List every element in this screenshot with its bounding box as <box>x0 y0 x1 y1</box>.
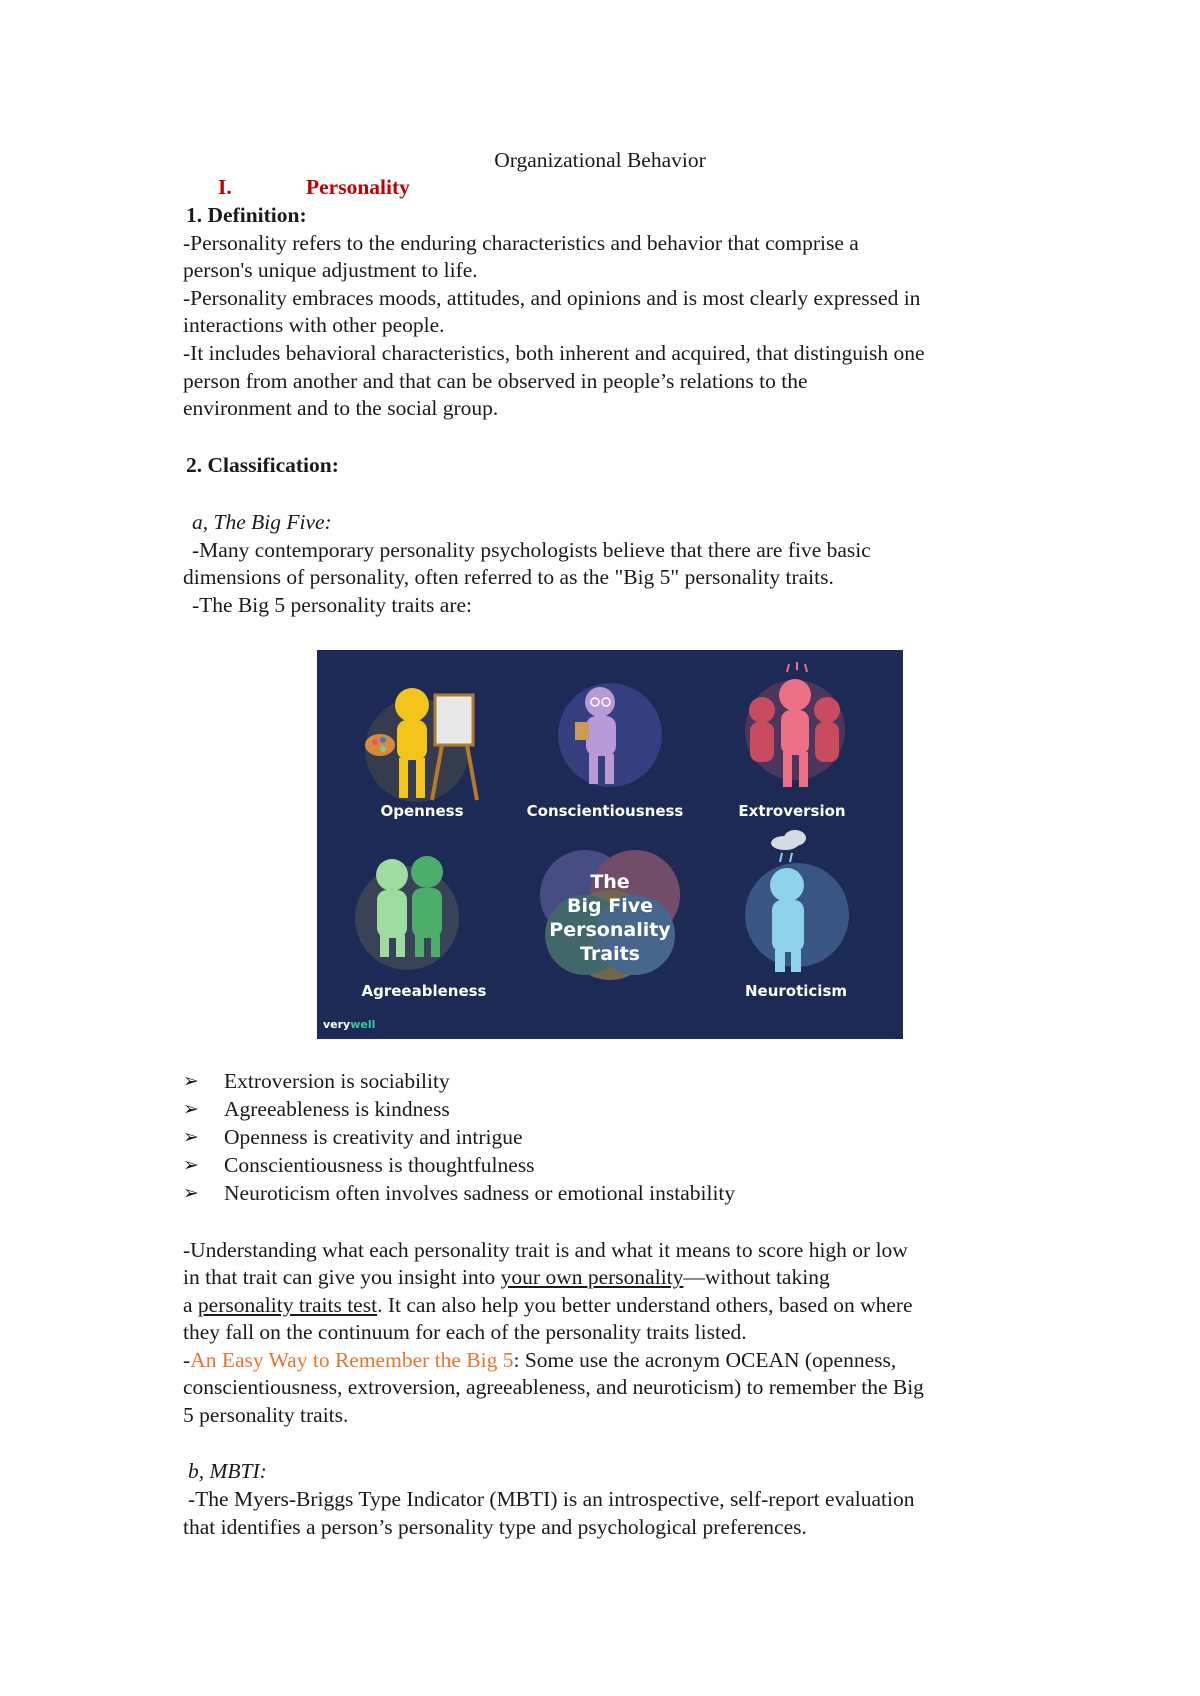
mbti-heading: b, MBTI: <box>188 1459 267 1483</box>
ocean-line: conscientiousness, extroversion, agreeableness, and neuroticism) to remember the Big <box>183 1375 924 1399</box>
paragraph-line: -Understanding what each personality trait is and what it means to score high or low <box>183 1238 908 1262</box>
logo-part: well <box>350 1018 376 1031</box>
arrow-bullet-icon: ➢ <box>183 1126 199 1148</box>
ocean-line: 5 personality traits. <box>183 1403 349 1427</box>
infographic-artwork <box>317 650 903 1039</box>
bullet-item: Neuroticism often involves sadness or emotional instability <box>224 1181 736 1205</box>
trait-label: Extroversion <box>738 802 846 820</box>
verywell-logo <box>323 1018 375 1031</box>
center-title-line: The <box>590 871 630 893</box>
text-span: a <box>183 1293 198 1317</box>
arrow-bullet-icon: ➢ <box>183 1182 199 1204</box>
text-span: : Some use the acronym OCEAN (openness, <box>513 1348 897 1372</box>
ocean-line <box>183 1346 896 1374</box>
section-title: Personality <box>306 175 410 199</box>
classification-heading: 2. Classification: <box>186 453 339 477</box>
definition-line: interactions with other people. <box>183 313 445 337</box>
definition-heading: 1. Definition: <box>186 203 307 227</box>
big-five-line: dimensions of personality, often referred to as the "Big 5" personality traits. <box>183 565 834 589</box>
your-own-personality-link[interactable]: your own personality <box>500 1265 684 1289</box>
definition-line: person from another and that can be observed in people’s relations to the <box>183 369 808 393</box>
text-span: - <box>183 1348 191 1372</box>
trait-label: Conscientiousness <box>526 802 684 820</box>
paragraph-line <box>183 1263 830 1291</box>
arrow-bullet-icon: ➢ <box>183 1070 199 1092</box>
mbti-line: that identifies a person’s personality type and psychological preferences. <box>183 1515 807 1539</box>
definition-line: -Personality embraces moods, attitudes, and opinions and is most clearly expressed in <box>183 286 921 310</box>
definition-line: person's unique adjustment to life. <box>183 258 478 282</box>
center-title-line: Personality <box>549 919 671 941</box>
ocean-highlight: An Easy Way to Remember the Big 5 <box>190 1348 514 1372</box>
big-five-line: -Many contemporary personality psychologists believe that there are five basic <box>192 538 871 562</box>
paragraph-line <box>183 1291 913 1319</box>
mbti-line: -The Myers-Briggs Type Indicator (MBTI) is an introspective, self-report evaluation <box>188 1487 915 1511</box>
trait-label: Agreeableness <box>361 982 487 1000</box>
text-span: . It can also help you better understand others, based on where <box>377 1293 913 1317</box>
logo-part: very <box>323 1018 351 1031</box>
definition-line: environment and to the social group. <box>183 396 499 420</box>
big-five-heading: a, The Big Five: <box>192 510 332 534</box>
document-title: Organizational Behavior <box>494 148 706 172</box>
bullet-item: Conscientiousness is thoughtfulness <box>224 1153 535 1177</box>
center-title-line: Big Five <box>567 895 653 917</box>
bullet-item: Openness is creativity and intrigue <box>224 1125 523 1149</box>
bullet-item: Extroversion is sociability <box>224 1069 450 1093</box>
trait-label: Openness <box>380 802 464 820</box>
text-span: —without taking <box>683 1265 830 1289</box>
definition-line: -It includes behavioral characteristics, both inherent and acquired, that distinguish one <box>183 341 925 365</box>
section-number: I. <box>218 175 232 199</box>
infographic-center-title <box>530 870 690 966</box>
center-title-line: Traits <box>580 943 640 965</box>
text-span: in that trait can give you insight into <box>183 1265 501 1289</box>
trait-label: Neuroticism <box>744 982 848 1000</box>
definition-line: -Personality refers to the enduring characteristics and behavior that comprise a <box>183 231 859 255</box>
arrow-bullet-icon: ➢ <box>183 1154 199 1176</box>
big-five-infographic <box>317 650 903 1039</box>
bullet-item: Agreeableness is kindness <box>224 1097 450 1121</box>
big-five-line: -The Big 5 personality traits are: <box>192 593 473 617</box>
personality-traits-test-link[interactable]: personality traits test <box>197 1293 378 1317</box>
arrow-bullet-icon: ➢ <box>183 1098 199 1120</box>
paragraph-line: they fall on the continuum for each of the personality traits listed. <box>183 1320 747 1344</box>
